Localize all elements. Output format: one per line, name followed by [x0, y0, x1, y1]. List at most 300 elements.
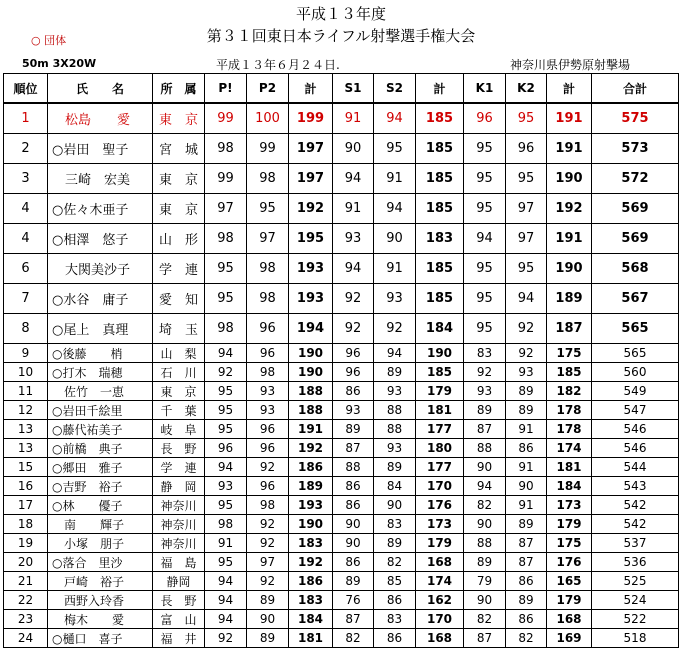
p2-cell: 98 [247, 254, 289, 284]
team-cell: 長 野 [153, 591, 205, 610]
p2-cell: 96 [247, 439, 289, 458]
k2-cell: 89 [506, 515, 547, 534]
rank-cell: 1 [4, 103, 48, 134]
s1-cell: 89 [333, 572, 374, 591]
s-total-cell: 185 [416, 103, 464, 134]
team-cell: 宮 城 [153, 134, 205, 164]
p2-cell: 98 [247, 164, 289, 194]
s2-cell: 93 [374, 284, 416, 314]
rank-cell: 13 [4, 420, 48, 439]
s2-cell: 90 [374, 224, 416, 254]
rank-cell: 12 [4, 401, 48, 420]
table-row [4, 458, 679, 477]
k2-cell: 95 [506, 103, 547, 134]
p2-cell: 97 [247, 553, 289, 572]
name-cell: 佐竹 一恵 [48, 382, 153, 401]
team-cell: 富 山 [153, 610, 205, 629]
k-total-cell: 165 [547, 572, 592, 591]
p1-cell: 94 [205, 344, 247, 363]
grand-total-cell: 537 [592, 534, 679, 553]
rank-cell: 18 [4, 515, 48, 534]
k2-cell: 91 [506, 496, 547, 515]
s2-cell: 89 [374, 534, 416, 553]
s2-cell: 93 [374, 439, 416, 458]
team-cell: 山 形 [153, 224, 205, 254]
p1-cell: 95 [205, 420, 247, 439]
grand-total-cell: 568 [592, 254, 679, 284]
s1-cell: 96 [333, 344, 374, 363]
name-cell: ○前橋 典子 [48, 439, 153, 458]
table-row [4, 134, 679, 164]
grand-total-cell: 524 [592, 591, 679, 610]
name-cell: 梅木 愛 [48, 610, 153, 629]
s1-cell: 91 [333, 103, 374, 134]
s1-cell: 92 [333, 284, 374, 314]
team-cell: 千 葉 [153, 401, 205, 420]
k-total-cell: 191 [547, 103, 592, 134]
s-total-cell: 170 [416, 477, 464, 496]
table-row [4, 344, 679, 363]
p-total-cell: 192 [289, 553, 333, 572]
team-cell: 岐 阜 [153, 420, 205, 439]
rank-cell: 2 [4, 134, 48, 164]
s1-cell: 90 [333, 134, 374, 164]
s2-cell: 88 [374, 420, 416, 439]
k1-cell: 96 [464, 103, 506, 134]
p1-cell: 92 [205, 629, 247, 648]
p2-cell: 89 [247, 629, 289, 648]
grand-total-cell: 546 [592, 420, 679, 439]
table-row [4, 314, 679, 344]
s2-cell: 91 [374, 164, 416, 194]
k2-cell: 82 [506, 629, 547, 648]
name-cell: ○藤代祐美子 [48, 420, 153, 439]
s1-cell: 87 [333, 610, 374, 629]
event-date: 平成１３年６月２４日. [216, 58, 340, 72]
rank-cell: 9 [4, 344, 48, 363]
p2-cell: 96 [247, 314, 289, 344]
grand-total-cell: 560 [592, 363, 679, 382]
s1-cell: 91 [333, 194, 374, 224]
k2-cell: 97 [506, 194, 547, 224]
grand-total-cell: 536 [592, 553, 679, 572]
grand-total-cell: 569 [592, 224, 679, 254]
p2-cell: 95 [247, 194, 289, 224]
k1-cell: 88 [464, 439, 506, 458]
s-total-cell: 176 [416, 496, 464, 515]
k-total-cell: 178 [547, 420, 592, 439]
k1-cell: 95 [464, 164, 506, 194]
s2-cell: 94 [374, 103, 416, 134]
k2-cell: 92 [506, 314, 547, 344]
grand-total-cell: 565 [592, 344, 679, 363]
s2-cell: 82 [374, 553, 416, 572]
p1-cell: 94 [205, 591, 247, 610]
grand-total-cell: 544 [592, 458, 679, 477]
p2-cell: 92 [247, 515, 289, 534]
p2-cell: 97 [247, 224, 289, 254]
s1-cell: 93 [333, 401, 374, 420]
event-venue: 神奈川県伊勢原射撃場 [510, 58, 631, 72]
p1-cell: 93 [205, 477, 247, 496]
name-cell: 松島 愛 [48, 103, 153, 134]
k2-cell: 92 [506, 344, 547, 363]
grand-total-cell: 546 [592, 439, 679, 458]
p2-cell: 92 [247, 534, 289, 553]
table-row [4, 534, 679, 553]
p-total-cell: 191 [289, 420, 333, 439]
s2-cell: 89 [374, 363, 416, 382]
p1-cell: 94 [205, 458, 247, 477]
s-total-cell: 179 [416, 534, 464, 553]
rank-cell: 15 [4, 458, 48, 477]
team-cell: 学 連 [153, 254, 205, 284]
p2-cell: 89 [247, 591, 289, 610]
s1-cell: 96 [333, 363, 374, 382]
k-total-cell: 178 [547, 401, 592, 420]
s1-cell: 86 [333, 553, 374, 572]
rank-cell: 19 [4, 534, 48, 553]
k2-cell: 97 [506, 224, 547, 254]
table-row [4, 572, 679, 591]
s2-cell: 86 [374, 591, 416, 610]
grand-total-cell: 572 [592, 164, 679, 194]
p-total-cell: 190 [289, 515, 333, 534]
s1-cell: 92 [333, 314, 374, 344]
table-row [4, 164, 679, 194]
p1-cell: 98 [205, 515, 247, 534]
k-total-cell: 174 [547, 439, 592, 458]
k1-cell: 95 [464, 254, 506, 284]
k2-cell: 94 [506, 284, 547, 314]
s-total-cell: 184 [416, 314, 464, 344]
p2-cell: 96 [247, 420, 289, 439]
name-cell: 戸崎 裕子 [48, 572, 153, 591]
grand-total-cell: 518 [592, 629, 679, 648]
s1-cell: 94 [333, 164, 374, 194]
s1-cell: 94 [333, 254, 374, 284]
k2-cell: 87 [506, 553, 547, 572]
p-total-cell: 186 [289, 572, 333, 591]
k-total-cell: 185 [547, 363, 592, 382]
name-cell: 小塚 朋子 [48, 534, 153, 553]
p-total-cell: 194 [289, 314, 333, 344]
k-total-cell: 190 [547, 164, 592, 194]
k1-cell: 90 [464, 458, 506, 477]
s-total-cell: 185 [416, 164, 464, 194]
rank-cell: 10 [4, 363, 48, 382]
rank-cell: 6 [4, 254, 48, 284]
grand-total-cell: 542 [592, 496, 679, 515]
s2-cell: 83 [374, 515, 416, 534]
p1-cell: 95 [205, 254, 247, 284]
s1-cell: 86 [333, 496, 374, 515]
s-total-cell: 168 [416, 629, 464, 648]
p-total-cell: 197 [289, 164, 333, 194]
p2-cell: 98 [247, 496, 289, 515]
p-total-cell: 183 [289, 534, 333, 553]
k-total-cell: 176 [547, 553, 592, 572]
col-k2: K2 [506, 74, 547, 104]
k-total-cell: 189 [547, 284, 592, 314]
table-row [4, 401, 679, 420]
p2-cell: 93 [247, 382, 289, 401]
k1-cell: 94 [464, 477, 506, 496]
p-total-cell: 189 [289, 477, 333, 496]
table-row [4, 254, 679, 284]
table-row [4, 591, 679, 610]
k-total-cell: 169 [547, 629, 592, 648]
s2-cell: 92 [374, 314, 416, 344]
s-total-cell: 185 [416, 134, 464, 164]
s-total-cell: 185 [416, 284, 464, 314]
k1-cell: 82 [464, 496, 506, 515]
col-p-total: 計 [289, 74, 333, 104]
s1-cell: 87 [333, 439, 374, 458]
s2-cell: 86 [374, 629, 416, 648]
p1-cell: 99 [205, 164, 247, 194]
p1-cell: 99 [205, 103, 247, 134]
name-cell: ○岩田千絵里 [48, 401, 153, 420]
k1-cell: 87 [464, 629, 506, 648]
s-total-cell: 177 [416, 420, 464, 439]
team-cell: 東 京 [153, 194, 205, 224]
p2-cell: 92 [247, 458, 289, 477]
rank-cell: 24 [4, 629, 48, 648]
name-cell: ○佐々木亜子 [48, 194, 153, 224]
k2-cell: 91 [506, 458, 547, 477]
s2-cell: 84 [374, 477, 416, 496]
p1-cell: 95 [205, 401, 247, 420]
k2-cell: 93 [506, 363, 547, 382]
team-legend: ○ 団体 [31, 34, 67, 47]
p1-cell: 91 [205, 534, 247, 553]
table-row [4, 103, 679, 134]
k2-cell: 95 [506, 164, 547, 194]
s1-cell: 88 [333, 458, 374, 477]
k1-cell: 79 [464, 572, 506, 591]
s1-cell: 89 [333, 420, 374, 439]
results-table [3, 73, 679, 648]
rank-cell: 22 [4, 591, 48, 610]
s-total-cell: 190 [416, 344, 464, 363]
p2-cell: 93 [247, 401, 289, 420]
name-cell: 三崎 宏美 [48, 164, 153, 194]
team-cell: 静岡 [153, 572, 205, 591]
name-cell: ○吉野 裕子 [48, 477, 153, 496]
k-total-cell: 190 [547, 254, 592, 284]
p-total-cell: 190 [289, 363, 333, 382]
k-total-cell: 173 [547, 496, 592, 515]
table-row [4, 629, 679, 648]
col-k-total: 計 [547, 74, 592, 104]
grand-total-cell: 542 [592, 515, 679, 534]
table-row [4, 477, 679, 496]
grand-total-cell: 567 [592, 284, 679, 314]
k2-cell: 95 [506, 254, 547, 284]
s2-cell: 89 [374, 458, 416, 477]
rank-cell: 23 [4, 610, 48, 629]
team-cell: 神奈川 [153, 515, 205, 534]
col-k1: K1 [464, 74, 506, 104]
p1-cell: 98 [205, 314, 247, 344]
k2-cell: 89 [506, 591, 547, 610]
s2-cell: 94 [374, 344, 416, 363]
team-cell: 福 井 [153, 629, 205, 648]
rank-cell: 17 [4, 496, 48, 515]
k1-cell: 95 [464, 314, 506, 344]
col-s2: S2 [374, 74, 416, 104]
k1-cell: 95 [464, 284, 506, 314]
rank-cell: 8 [4, 314, 48, 344]
rank-cell: 13 [4, 439, 48, 458]
s-total-cell: 185 [416, 363, 464, 382]
s-total-cell: 177 [416, 458, 464, 477]
s1-cell: 82 [333, 629, 374, 648]
p1-cell: 96 [205, 439, 247, 458]
k1-cell: 95 [464, 134, 506, 164]
k1-cell: 83 [464, 344, 506, 363]
col-p2: P2 [247, 74, 289, 104]
k-total-cell: 187 [547, 314, 592, 344]
p1-cell: 95 [205, 496, 247, 515]
team-cell: 愛 知 [153, 284, 205, 314]
k1-cell: 90 [464, 515, 506, 534]
grand-total-cell: 522 [592, 610, 679, 629]
k-total-cell: 181 [547, 458, 592, 477]
s1-cell: 93 [333, 224, 374, 254]
k-total-cell: 179 [547, 591, 592, 610]
p1-cell: 97 [205, 194, 247, 224]
k-total-cell: 175 [547, 534, 592, 553]
s1-cell: 90 [333, 515, 374, 534]
rank-cell: 21 [4, 572, 48, 591]
rank-cell: 7 [4, 284, 48, 314]
rank-cell: 4 [4, 194, 48, 224]
team-cell: 福 島 [153, 553, 205, 572]
s-total-cell: 181 [416, 401, 464, 420]
k1-cell: 88 [464, 534, 506, 553]
team-cell: 山 梨 [153, 344, 205, 363]
p1-cell: 95 [205, 284, 247, 314]
col-s1: S1 [333, 74, 374, 104]
team-cell: 神奈川 [153, 534, 205, 553]
p-total-cell: 193 [289, 254, 333, 284]
s-total-cell: 183 [416, 224, 464, 254]
team-cell: 学 連 [153, 458, 205, 477]
p2-cell: 99 [247, 134, 289, 164]
table-row [4, 496, 679, 515]
s2-cell: 88 [374, 401, 416, 420]
k1-cell: 94 [464, 224, 506, 254]
grand-total-cell: 573 [592, 134, 679, 164]
p-total-cell: 195 [289, 224, 333, 254]
p1-cell: 95 [205, 553, 247, 572]
year-title: 平成１３年度 [295, 5, 386, 23]
k2-cell: 86 [506, 610, 547, 629]
s2-cell: 95 [374, 134, 416, 164]
grand-total-cell: 525 [592, 572, 679, 591]
s2-cell: 85 [374, 572, 416, 591]
name-cell: ○水谷 庸子 [48, 284, 153, 314]
p-total-cell: 190 [289, 344, 333, 363]
s-total-cell: 168 [416, 553, 464, 572]
p-total-cell: 186 [289, 458, 333, 477]
p-total-cell: 192 [289, 194, 333, 224]
team-cell: 東 京 [153, 382, 205, 401]
s-total-cell: 174 [416, 572, 464, 591]
p2-cell: 96 [247, 344, 289, 363]
p2-cell: 92 [247, 572, 289, 591]
name-cell: ○林 優子 [48, 496, 153, 515]
rank-cell: 20 [4, 553, 48, 572]
rank-cell: 16 [4, 477, 48, 496]
name-cell: 西野入玲香 [48, 591, 153, 610]
s2-cell: 91 [374, 254, 416, 284]
k1-cell: 90 [464, 591, 506, 610]
p-total-cell: 193 [289, 284, 333, 314]
rank-cell: 11 [4, 382, 48, 401]
k1-cell: 92 [464, 363, 506, 382]
p-total-cell: 192 [289, 439, 333, 458]
name-cell: ○岩田 聖子 [48, 134, 153, 164]
p1-cell: 98 [205, 134, 247, 164]
grand-total-cell: 575 [592, 103, 679, 134]
p1-cell: 92 [205, 363, 247, 382]
results-body [4, 103, 679, 648]
p1-cell: 94 [205, 572, 247, 591]
name-cell: ○尾上 真理 [48, 314, 153, 344]
col-s-total: 計 [416, 74, 464, 104]
s-total-cell: 170 [416, 610, 464, 629]
grand-total-cell: 565 [592, 314, 679, 344]
name-cell: 南 輝子 [48, 515, 153, 534]
k1-cell: 89 [464, 553, 506, 572]
s2-cell: 83 [374, 610, 416, 629]
table-row [4, 610, 679, 629]
table-row [4, 363, 679, 382]
table-row [4, 439, 679, 458]
k2-cell: 91 [506, 420, 547, 439]
p-total-cell: 183 [289, 591, 333, 610]
team-cell: 長 野 [153, 439, 205, 458]
k1-cell: 95 [464, 194, 506, 224]
k2-cell: 86 [506, 572, 547, 591]
team-cell: 埼 玉 [153, 314, 205, 344]
col-p1: P! [205, 74, 247, 104]
p2-cell: 98 [247, 363, 289, 382]
k-total-cell: 179 [547, 515, 592, 534]
k1-cell: 82 [464, 610, 506, 629]
s-total-cell: 162 [416, 591, 464, 610]
p2-cell: 96 [247, 477, 289, 496]
event-title: 第３１回東日本ライフル射撃選手権大会 [206, 27, 476, 45]
grand-total-cell: 547 [592, 401, 679, 420]
k-total-cell: 184 [547, 477, 592, 496]
p-total-cell: 199 [289, 103, 333, 134]
s2-cell: 90 [374, 496, 416, 515]
s-total-cell: 185 [416, 254, 464, 284]
k2-cell: 89 [506, 382, 547, 401]
s1-cell: 86 [333, 382, 374, 401]
k2-cell: 89 [506, 401, 547, 420]
k-total-cell: 191 [547, 134, 592, 164]
p1-cell: 95 [205, 382, 247, 401]
table-row [4, 382, 679, 401]
s1-cell: 76 [333, 591, 374, 610]
p2-cell: 100 [247, 103, 289, 134]
p-total-cell: 184 [289, 610, 333, 629]
